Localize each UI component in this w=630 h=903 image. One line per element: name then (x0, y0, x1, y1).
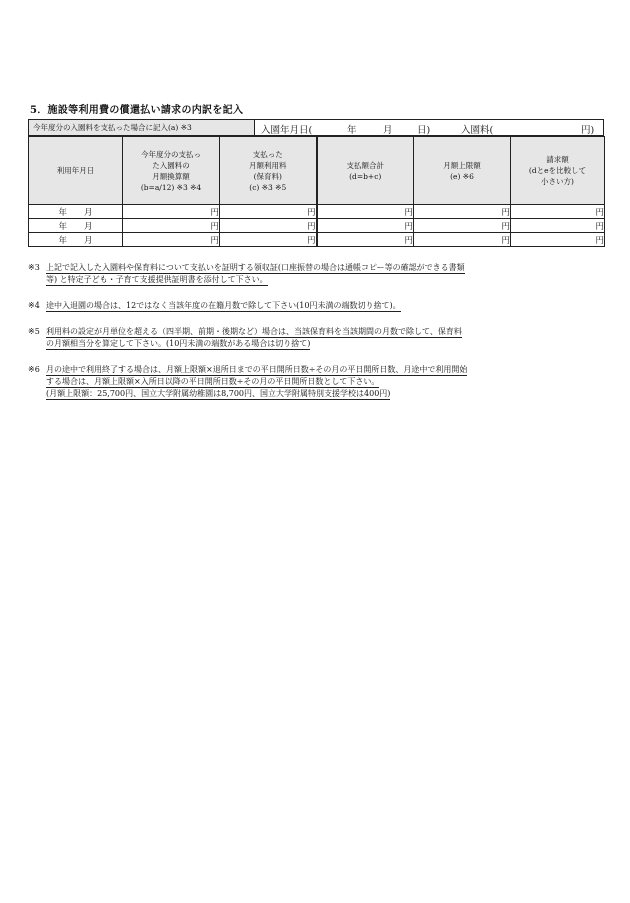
note-mark: ※6 (28, 365, 40, 374)
usage-date-cell[interactable]: 年 月 (29, 205, 123, 219)
note-mark: ※5 (28, 327, 40, 336)
note-line: (月額上限額：25,700円、国立大学附属幼稚園は8,700円、国立大学附属特別支援学校は400円) (46, 389, 391, 398)
admission-fee-yen: 円) (581, 125, 595, 136)
note-line: 月の途中で利用終了する場合は、月額上限額×退所日までの平日開所日数÷その月の平日開所日数、月途中で利用開始 (46, 365, 468, 374)
admission-date-label: 入園年月日( (261, 125, 313, 136)
header-usage-date: 利用年月日 (29, 137, 123, 205)
note-4 (28, 300, 604, 312)
admission-entry-row (28, 119, 604, 136)
total-paid-cell[interactable]: 円 (317, 205, 414, 219)
monthly-fee-cell[interactable]: 円 (220, 219, 317, 233)
note-3 (28, 262, 604, 286)
admission-year-label: 年 (347, 125, 357, 136)
note-line: 等) と特定子ども・子育て支援提供証明書を添付して下さい。 (46, 275, 268, 284)
table-header-row (29, 137, 605, 205)
note-line: 途中入退園の場合は、12ではなく当該年度の在籍月数で除して下さい(10円未満の端数切り捨て)。 (46, 301, 401, 310)
note-6 (28, 364, 604, 400)
admission-entry-label: 今年度分の入園料を支払った場合に記入(a) ※3 (29, 120, 255, 135)
monthly-cap-cell[interactable]: 円 (414, 219, 511, 233)
note-line: の月額相当分を算定して下さい。(10円未満の端数がある場合は切り捨て) (46, 339, 311, 348)
total-paid-cell[interactable]: 円 (317, 233, 414, 247)
header-monthly-cap: 月額上限額 (e) ※6 (414, 137, 511, 205)
monthly-fee-cell[interactable]: 円 (220, 205, 317, 219)
note-mark: ※4 (28, 301, 40, 310)
note-line: 上記で記入した入園料や保育料について支払いを証明する領収証(口座振替の場合は通帳コピー等の確認ができる書類 (46, 263, 465, 272)
note-mark: ※3 (28, 263, 40, 272)
table-row (29, 205, 605, 219)
admission-entry-fields (255, 120, 603, 135)
claim-amount-cell[interactable]: 円 (511, 233, 605, 247)
claim-amount-cell[interactable]: 円 (511, 219, 605, 233)
header-monthly-admission: 今年度分の支払っ た入園料の 月額換算額 (b=a/12) ※3 ※4 (123, 137, 220, 205)
monthly-admission-cell[interactable]: 円 (123, 233, 220, 247)
monthly-admission-cell[interactable]: 円 (123, 205, 220, 219)
usage-date-cell[interactable]: 年 月 (29, 219, 123, 233)
header-claim-amount: 請求額 (dとeを比較して 小さい方) (511, 137, 605, 205)
monthly-fee-cell[interactable]: 円 (220, 233, 317, 247)
note-line: 利用料の設定が月単位を超える（四半期、前期・後期など）場合は、当該保育料を当該期間の月数で除して、保育料 (46, 327, 462, 336)
table-row (29, 219, 605, 233)
claim-amount-cell[interactable]: 円 (511, 205, 605, 219)
monthly-admission-cell[interactable]: 円 (123, 219, 220, 233)
admission-month-label: 月 (383, 125, 393, 136)
monthly-cap-cell[interactable]: 円 (414, 233, 511, 247)
claim-breakdown-table (28, 136, 605, 247)
header-monthly-fee: 支払った 月額利用料 (保育料) (c) ※3 ※5 (220, 137, 317, 205)
header-total-paid: 支払額合計 (d=b+c) (317, 137, 414, 205)
admission-fee-label: 入園料( (461, 125, 494, 136)
monthly-cap-cell[interactable]: 円 (414, 205, 511, 219)
table-row (29, 233, 605, 247)
note-5 (28, 326, 604, 350)
note-line: する場合は、月額上限額×入所日以降の平日開所日数÷その月の平日開所日数として下さい。 (46, 377, 380, 386)
usage-date-cell[interactable]: 年 月 (29, 233, 123, 247)
section-title: 5．施設等利用費の償還払い請求の内訳を記入 (30, 105, 244, 116)
notes-section (28, 262, 604, 414)
admission-day-label: 日) (417, 125, 431, 136)
total-paid-cell[interactable]: 円 (317, 219, 414, 233)
